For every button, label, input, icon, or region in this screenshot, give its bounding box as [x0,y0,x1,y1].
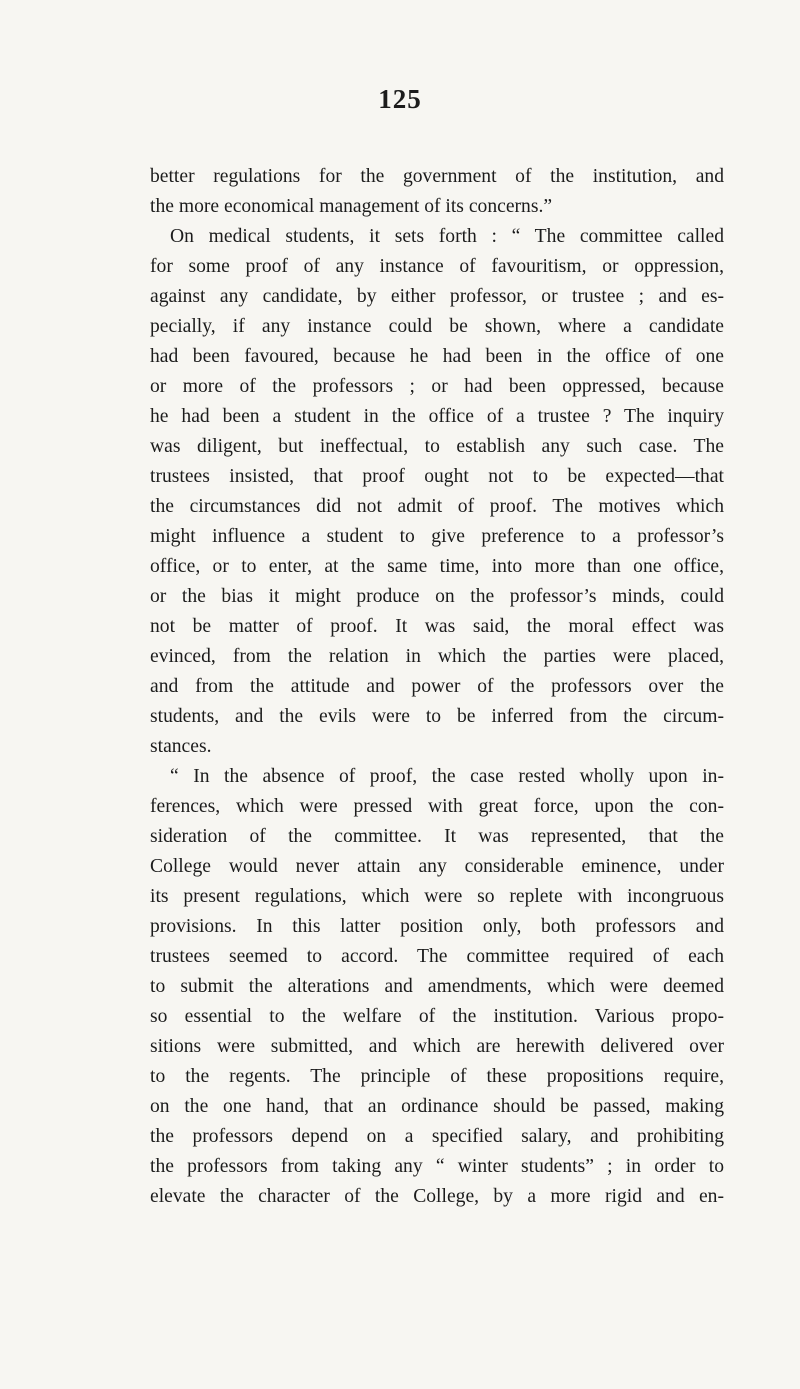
text-line: trustees seemed to accord. The committee required of each [150,946,724,967]
text-line: for some proof of any instance of favouritism, or oppression, [150,256,724,277]
text-line: the professors from taking any “ winter students” ; in order to [150,1156,724,1177]
text-line: not be matter of proof. It was said, the moral effect was [150,616,724,637]
text-line: ferences, which were pressed with great force, upon the con- [150,796,724,817]
text-line: On medical students, it sets forth : “ The committee called [170,226,724,247]
page-number: 125 [378,84,422,114]
text-line: better regulations for the government of the institution, and [150,166,724,187]
text-line: students, and the evils were to be inferred from the circum- [150,706,724,727]
text-line: pecially, if any instance could be shown, where a candidate [150,316,724,337]
text-line: its present regulations, which were so replete with incongruous [150,886,724,907]
text-line: the more economical management of its concerns.” [150,196,553,217]
text-line: or the bias it might produce on the professor’s minds, could [150,586,724,607]
text-line: trustees insisted, that proof ought not to be expected—that [150,466,724,487]
text-line: stances. [150,736,212,757]
text-line: sitions were submitted, and which are herewith delivered over [150,1036,724,1057]
text-line: on the one hand, that an ordinance should be passed, making [150,1096,724,1117]
text-line: “ In the absence of proof, the case rested wholly upon in- [170,766,724,787]
text-line: the professors depend on a specified salary, and prohibiting [150,1126,724,1147]
text-line: elevate the character of the College, by a more rigid and en- [150,1186,724,1207]
text-line: against any candidate, by either professor, or trustee ; and es- [150,286,724,307]
text-line: was diligent, but ineffectual, to establish any such case. The [150,436,724,457]
text-line: and from the attitude and power of the professors over the [150,676,724,697]
text-line: he had been a student in the office of a trustee ? The inquiry [150,406,724,427]
text-line: or more of the professors ; or had been oppressed, because [150,376,724,397]
body-text [150,162,724,1212]
text-line: provisions. In this latter position only, both professors and [150,916,724,937]
text-line: to the regents. The principle of these propositions require, [150,1066,724,1087]
text-line: office, or to enter, at the same time, into more than one office, [150,556,724,577]
text-line: evinced, from the relation in which the parties were placed, [150,646,724,667]
text-line: the circumstances did not admit of proof. The motives which [150,496,724,517]
text-line: had been favoured, because he had been in the office of one [150,346,724,367]
text-line: sideration of the committee. It was represented, that the [150,826,724,847]
text-line: College would never attain any considerable eminence, under [150,856,724,877]
text-line: to submit the alterations and amendments, which were deemed [150,976,724,997]
text-line: so essential to the welfare of the institution. Various propo- [150,1006,724,1027]
text-line: might influence a student to give preference to a professor’s [150,526,724,547]
